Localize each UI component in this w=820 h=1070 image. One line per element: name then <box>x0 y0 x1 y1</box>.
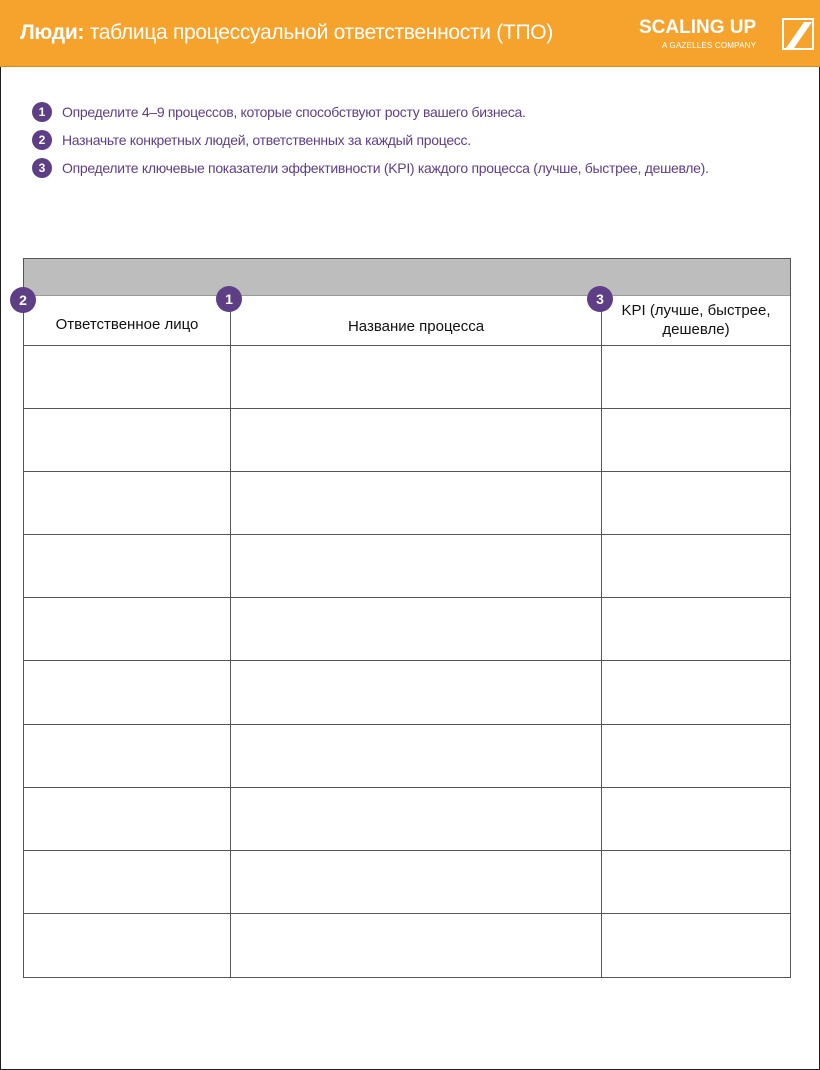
instruction-text: Определите ключевые показатели эффективности (KPI) каждого процесса (лучше, быстрее, дешевле). <box>62 160 709 176</box>
instruction-text: Определите 4–9 процессов, которые способствуют росту вашего бизнеса. <box>62 104 526 120</box>
column-divider <box>601 295 602 977</box>
page-header <box>0 0 820 67</box>
row-divider <box>24 408 790 409</box>
row-divider <box>24 345 790 346</box>
instruction-text: Назначьте конкретных людей, ответственных за каждый процесс. <box>62 132 471 148</box>
column-header-process: Название процесса <box>347 318 485 335</box>
page-title <box>20 21 553 45</box>
brand-tagline: A GAZELLES COMPANY <box>662 41 757 50</box>
column-divider <box>230 295 231 977</box>
row-divider <box>24 850 790 851</box>
step-number-badge: 1 <box>32 102 52 122</box>
step-number-badge: 2 <box>32 130 52 150</box>
column-header-kpi: KPI (лучше, быстрее, дешевле) <box>621 302 771 338</box>
column-number-badge: 3 <box>587 286 613 312</box>
row-divider <box>24 787 790 788</box>
row-divider <box>24 597 790 598</box>
column-number-badge: 1 <box>216 286 242 312</box>
page-title-rest: таблица процессуальной ответственности (ТПО) <box>89 21 553 44</box>
row-divider <box>24 660 790 661</box>
column-header-owner: Ответственное лицо <box>55 316 199 333</box>
row-divider <box>24 534 790 535</box>
process-accountability-table <box>23 258 791 978</box>
table-header-band <box>24 259 790 296</box>
column-number-badge: 2 <box>10 287 36 313</box>
step-number-badge: 3 <box>32 158 52 178</box>
row-divider <box>24 724 790 725</box>
brand-mark-icon <box>782 18 814 50</box>
row-divider <box>24 471 790 472</box>
brand-name: SCALING UP <box>639 17 757 38</box>
page-title-bold: Люди: <box>20 21 85 44</box>
row-divider <box>24 913 790 914</box>
